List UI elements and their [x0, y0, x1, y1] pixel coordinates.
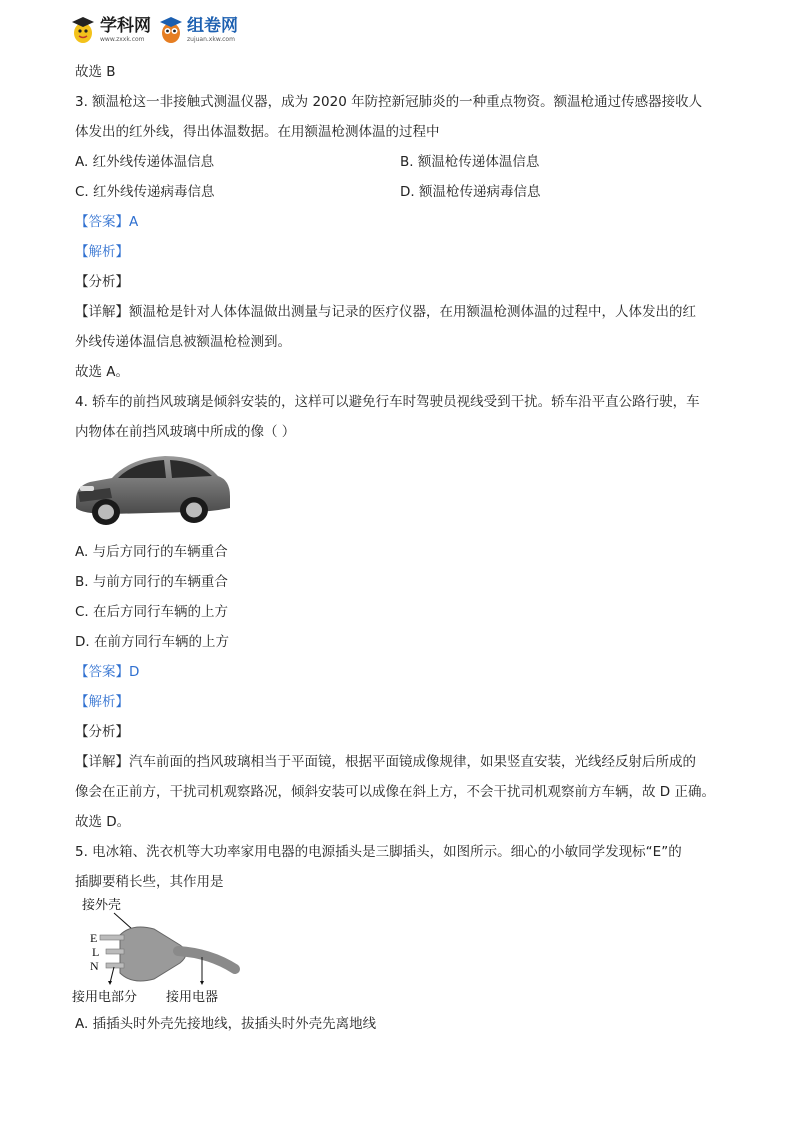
q3-fenxi: 【分析】	[75, 274, 129, 290]
q3-stem-2: 体发出的红外线，得出体温数据。在用额温枪测体温的过程中	[75, 124, 440, 140]
q3-conclusion: 故选 A。	[75, 364, 130, 380]
q5-stem-1: 5. 电冰箱、洗衣机等大功率家用电器的电源插头是三脚插头，如图所示。细心的小敏同学发现标“E”的	[75, 844, 682, 860]
q4-option-a: A. 与后方同行的车辆重合	[75, 544, 228, 560]
logo2-name: 组卷网	[187, 15, 238, 36]
zujuan-logo	[159, 16, 238, 44]
q3-stem-1: 3. 额温枪这一非接触式测温仪器，成为 2020 年防控新冠肺炎的一种重点物资。额温枪通过传感器接收人	[75, 94, 703, 110]
q3-option-b: B. 额温枪传递体温信息	[400, 154, 540, 170]
q3-option-d: D. 额温枪传递病毒信息	[400, 184, 541, 200]
q4-conclusion: 故选 D。	[75, 814, 131, 830]
pin-n-label: N	[90, 959, 99, 973]
q5-option-a: A. 插插头时外壳先接地线，拔插头时外壳先离地线	[75, 1016, 377, 1032]
q3-detail-2: 外线传递体温信息被额温枪检测到。	[75, 334, 291, 350]
q4-option-c: C. 在后方同行车辆的上方	[75, 604, 229, 620]
mascot-icon	[70, 16, 96, 44]
pin-e-label: E	[90, 931, 98, 945]
plug-top-label: 接外壳	[82, 897, 122, 912]
car-image	[70, 448, 235, 528]
q4-option-b: B. 与前方同行的车辆重合	[75, 574, 228, 590]
logo1-name: 学科网	[100, 15, 151, 36]
logo1-url: www.zxxk.com	[100, 35, 145, 43]
q3-option-a: A. 红外线传递体温信息	[75, 154, 215, 170]
zxxk-logo	[70, 16, 151, 44]
q4-stem-2: 内物体在前挡风玻璃中所成的像（ ）	[75, 424, 296, 440]
q5-stem-2: 插脚要稍长些，其作用是	[75, 874, 224, 890]
plug-diagram	[70, 895, 260, 1005]
q4-stem-1: 4. 轿车的前挡风玻璃是倾斜安装的，这样可以避免行车时驾驶员视线受到干扰。轿车沿平直公路行驶，车	[75, 394, 700, 410]
pin-l-label: L	[92, 945, 100, 959]
q4-detail-1: 【详解】汽车前面的挡风玻璃相当于平面镜，根据平面镜成像规律，如果竖直安装，光线经反射后所成的	[75, 754, 696, 770]
q4-analysis-label: 【解析】	[75, 694, 129, 710]
owl-icon	[159, 16, 183, 44]
q4-answer: 【答案】D	[75, 664, 140, 680]
q3-analysis-label: 【解析】	[75, 244, 129, 260]
line-l1: 故选 B	[75, 64, 116, 80]
q3-answer: 【答案】A	[75, 214, 139, 230]
q3-detail-1: 【详解】额温枪是针对人体体温做出测量与记录的医疗仪器，在用额温枪测体温的过程中，人体发出的红	[75, 304, 696, 320]
logo2-url: zujuan.xkw.com	[187, 35, 235, 43]
plug-bottom-right-label: 接用电器	[166, 989, 219, 1004]
plug-bottom-left-label: 接用电部分	[72, 989, 138, 1004]
q4-detail-2: 像会在正前方，干扰司机观察路况，倾斜安装可以成像在斜上方，不会干扰司机观察前方车辆，故 D 正确。	[75, 784, 715, 800]
header-logos	[70, 12, 238, 48]
q4-fenxi: 【分析】	[75, 724, 129, 740]
q4-option-d: D. 在前方同行车辆的上方	[75, 634, 229, 650]
q3-option-c: C. 红外线传递病毒信息	[75, 184, 215, 200]
